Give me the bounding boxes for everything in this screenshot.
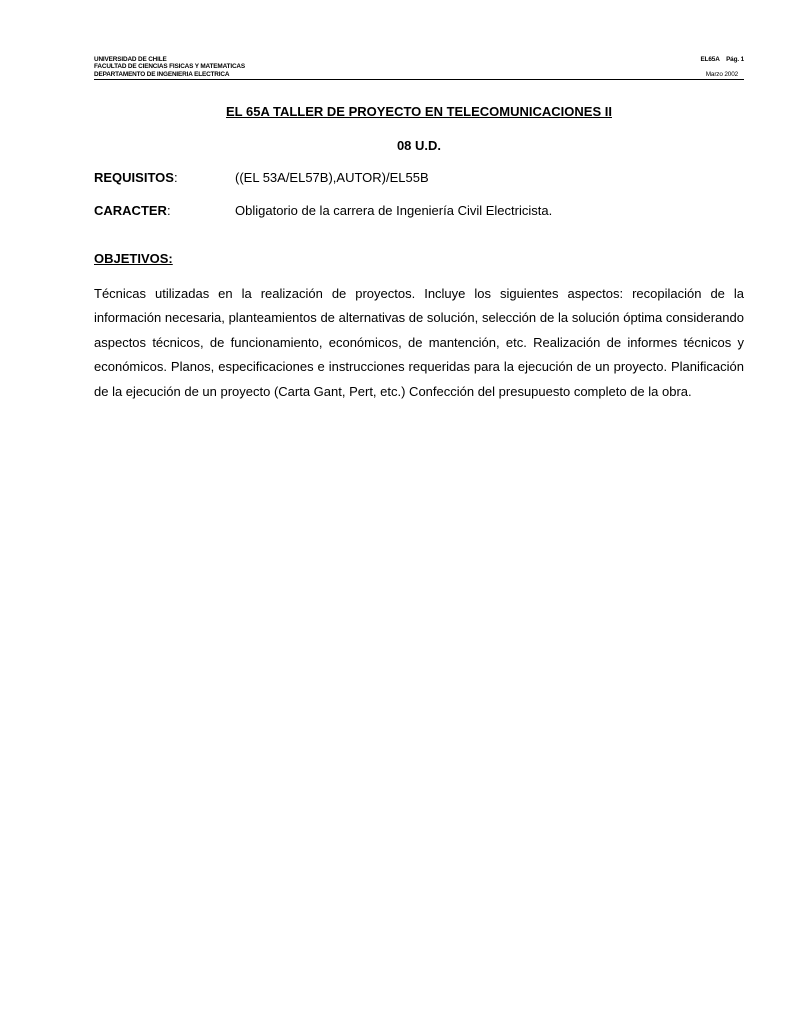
caracter-value: Obligatorio de la carrera de Ingeniería Civil Electricista. [235, 203, 553, 218]
university-name: UNIVERSIDAD DE CHILE [94, 56, 167, 63]
caracter-colon: : [166, 203, 171, 218]
page-number: Pág. 1 [726, 56, 744, 63]
document-meta [701, 56, 744, 78]
document-date: Marzo 2002 [705, 70, 738, 78]
caracter-label: CARACTER [94, 203, 167, 218]
requisitos-label: REQUISITOS [94, 170, 174, 185]
faculty-name: FACULTAD DE CIENCIAS FISICAS Y MATEMATICAS [94, 63, 245, 71]
institution-block [94, 56, 245, 78]
course-page-line [701, 56, 744, 63]
objetivos-text: Técnicas utilizadas en la realización de proyectos. Incluye los siguientes aspectos: recopilación de la información necesaria, planteamientos de alternativas de solución, selección de la solución óptima considerando aspectos técnicos, de funcionamiento, económicos, de mantención, etc. Realización de informes técnicos y económicos. Planos, especificaciones e instrucciones requeridas para la ejecución de un proyecto. Planificación de la ejecución de un proyecto (Carta Gant, Pert, etc.) Confección del presupuesto completo de la obra. [94, 286, 744, 399]
course-code: EL65A [700, 56, 720, 63]
objetivos-heading: OBJETIVOS: [94, 251, 173, 266]
department-name: DEPARTAMENTO DE INGENIERIA ELECTRICA [94, 70, 230, 78]
requisitos-row [94, 170, 429, 185]
page-header [94, 56, 744, 80]
course-title: EL 65A TALLER DE PROYECTO EN TELECOMUNICACIONES II [226, 104, 612, 119]
course-units: 08 U.D. [396, 138, 442, 153]
requisitos-colon: : [173, 170, 178, 185]
requisitos-value: ((EL 53A/EL57B),AUTOR)/EL55B [235, 170, 429, 185]
caracter-row [94, 203, 553, 218]
